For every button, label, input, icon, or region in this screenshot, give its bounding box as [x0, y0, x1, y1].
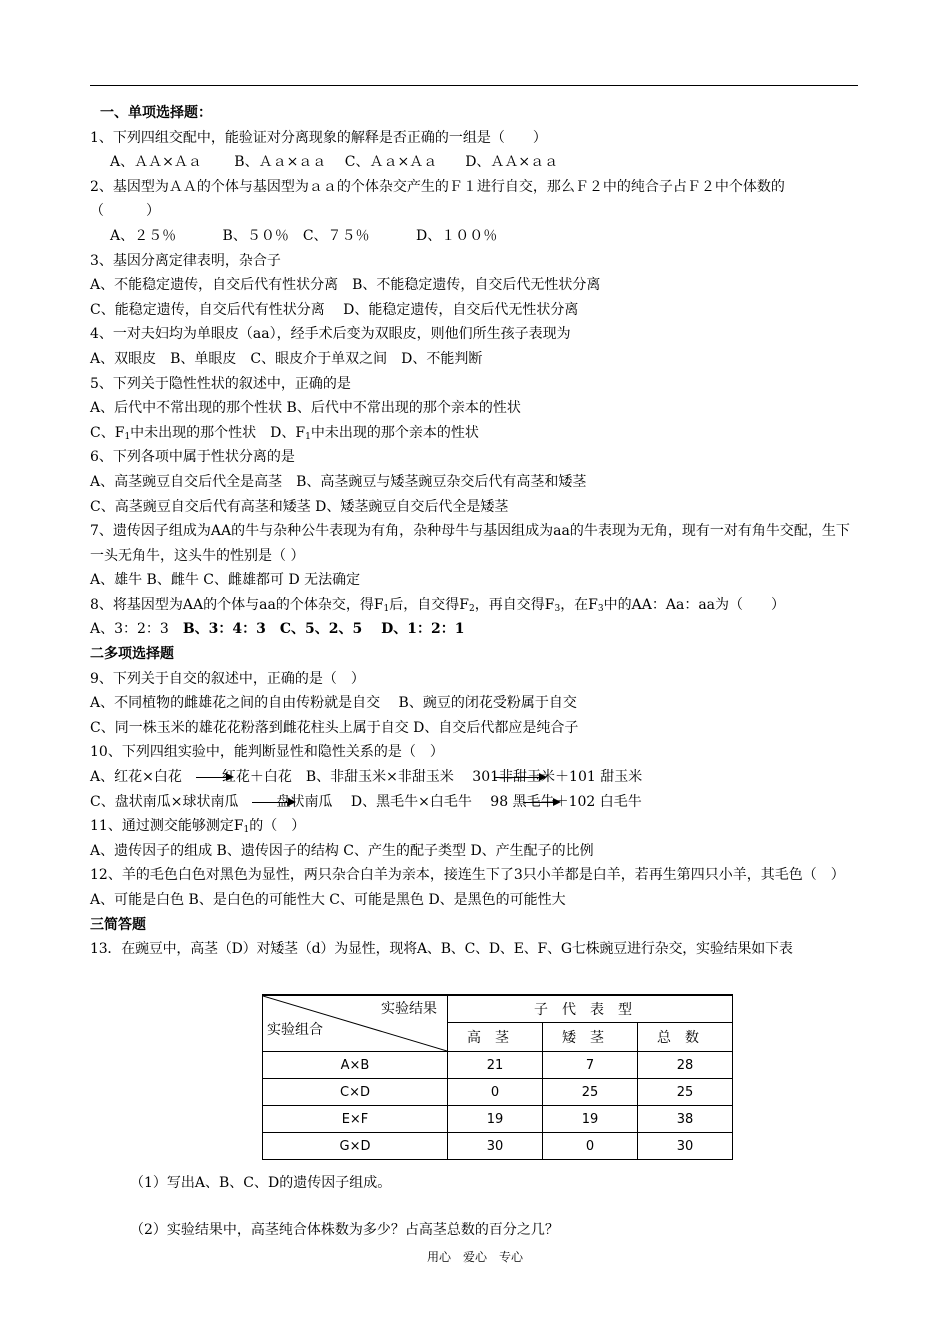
row-label: C×D: [263, 1079, 448, 1106]
text: A、3：2：3: [90, 621, 183, 638]
table-row: [263, 1133, 733, 1160]
text: C、F: [90, 424, 125, 441]
text: 后，自交得F: [389, 596, 469, 613]
q4-options: A、双眼皮 B、单眼皮 C、眼皮介于单双之间 D、不能判断: [90, 350, 483, 367]
q4-stem: 4、一对夫妇均为单眼皮（aa），经手术后变为双眼皮，则他们所生孩子表现为: [90, 326, 571, 343]
cell: 19: [448, 1106, 543, 1133]
text: 中未出现的那个性状 D、F: [130, 424, 306, 441]
page-footer: 用心 爱心 专心: [426, 1250, 523, 1264]
arrow-over-text: [527, 790, 555, 815]
q1-stem: 1、下列四组交配中，能验证对分离现象的解释是否正确的一组是（ ）: [90, 129, 547, 146]
text: 11、通过测交能够测定F: [90, 818, 244, 835]
text: 红花＋白花 B、非甜玉米×非甜玉米 301: [221, 769, 500, 786]
q9-options-2: C、同一株玉米的雄花花粉落到雌花柱头上属于自交 D、自交后代都应是纯合子: [90, 719, 579, 736]
arrow-head-icon: [539, 773, 547, 781]
text: A、红花×白花: [90, 769, 196, 786]
text: 毛牛: [526, 793, 555, 810]
cell: 28: [638, 1052, 733, 1079]
q3-stem: 3、基因分离定律表明，杂合子: [90, 252, 281, 269]
row-label: E×F: [263, 1106, 448, 1133]
cell: 7: [543, 1052, 638, 1079]
cell: 38: [638, 1106, 733, 1133]
text: ，在F: [560, 596, 598, 613]
q9-stem: 9、下列关于自交的叙述中，正确的是（ ）: [90, 670, 365, 687]
top-rule: [90, 85, 858, 86]
corner-bottom-label: 实验组合: [267, 1022, 323, 1038]
cell: 21: [448, 1052, 543, 1079]
q12-stem: 12、羊的毛色白色对黑色为显性，两只杂合白羊为亲本，接连生下了3只小羊都是白羊，若再生第四只小羊，其毛色（ ）: [90, 867, 845, 884]
group-header: 子代表型: [448, 995, 733, 1023]
cell: 25: [543, 1079, 638, 1106]
q13-stem: 13．在豌豆中，高茎（D）对矮茎（d）为显性，现将A、B、C、D、E、F、G七株豌豆进行杂交，实验结果如下表: [90, 941, 793, 958]
row-label: G×D: [263, 1133, 448, 1160]
q5-options-1: A、后代中不常出现的那个性状 B、后代中不常出现的那个亲本的性状: [90, 400, 521, 417]
col-header: 总数: [638, 1023, 733, 1052]
q1-options: A、ＡＡ×Ａａ B、Ａａ×ａａ C、Ａａ×Ａａ D、ＡＡ×ａａ: [110, 154, 559, 171]
q3-options-1: A、不能稳定遗传，自交后代有性状分离 B、不能稳定遗传，自交后代无性状分离: [90, 277, 601, 294]
cell: 0: [448, 1079, 543, 1106]
col-header: 高茎: [448, 1023, 543, 1052]
text: C、盘状南瓜×球状南瓜: [90, 793, 253, 810]
cell: 0: [543, 1133, 638, 1160]
results-table-grid: [262, 994, 733, 1160]
text-bold: B、3：4：3 C、5、2、5 D、1：2：1: [182, 621, 465, 638]
q10-options-1: [90, 765, 860, 790]
row-label: A×B: [263, 1052, 448, 1079]
table-row: [263, 1079, 733, 1106]
table-row: [263, 1106, 733, 1133]
text: 米＋101 甜玉米: [541, 769, 643, 786]
arrow-line: [495, 777, 545, 778]
section-heading-1: 一、单项选择题：: [100, 105, 212, 121]
q12-options: A、可能是白色 B、是白色的可能性大 C、可能是黑色 D、是黑色的可能性大: [90, 892, 566, 908]
text: 中未出现的那个亲本的性状: [310, 424, 479, 441]
text: 非甜玉: [499, 769, 542, 786]
cell: 30: [638, 1133, 733, 1160]
q9-options-1: A、不同植物的雌雄花之间的自由传粉就是自交 B、豌豆的闭花受粉属于自交: [90, 695, 577, 712]
text: ，再自交得F: [474, 596, 555, 613]
arrow-head-icon: [553, 798, 561, 806]
q6-options-2: C、高茎豌豆自交后代有高茎和矮茎 D、矮茎豌豆自交后代全是矮茎: [90, 498, 509, 515]
q11-stem: [90, 814, 860, 839]
text: 中的AA：Aa：aa为（ ）: [603, 596, 786, 613]
document-body: [90, 101, 860, 962]
corner-top-label: 实验结果: [381, 1001, 437, 1017]
subscript: 3: [597, 603, 604, 614]
q13-part-2: （2）实验结果中，高茎纯合体株数为多少？占高茎总数的百分之几？: [130, 1222, 559, 1238]
subscript: 1: [383, 603, 390, 614]
q8-stem: [90, 593, 860, 618]
q5-options-2: [90, 421, 860, 446]
subscript: 1: [124, 431, 131, 442]
q6-stem: 6、下列各项中属于性状分离的是: [90, 449, 295, 466]
table-corner-cell: [263, 995, 448, 1052]
q2-options: A、２５％ B、５０％ C、７５％ D、１００％: [110, 227, 498, 244]
subscript: 3: [554, 603, 561, 614]
text: ＋102 白毛牛: [554, 793, 642, 810]
arrow-icon: [196, 770, 234, 784]
q7-options: A、雄牛 B、雌牛 C、雌雄都可 D 无法确定: [90, 572, 361, 589]
cell: 19: [543, 1106, 638, 1133]
cell: 30: [448, 1133, 543, 1160]
section-heading-3: 三简答题: [90, 916, 146, 933]
table-row: [263, 1052, 733, 1079]
q3-options-2: C、能稳定遗传，自交后代有性状分离 D、能稳定遗传，自交后代无性状分离: [90, 301, 579, 318]
text: 盘状南瓜 D、黑毛牛×白毛牛 98 黑: [276, 793, 527, 810]
col-header: 矮茎: [543, 1023, 638, 1052]
subscript: 1: [305, 431, 311, 442]
q5-stem: 5、下列关于隐性性状的叙述中，正确的是: [90, 375, 351, 392]
subscript: 1: [243, 825, 250, 836]
q6-options-1: A、高茎豌豆自交后代全是高茎 B、高茎豌豆与矮茎豌豆杂交后代有高茎和矮茎: [90, 473, 587, 490]
q10-options-2: [90, 790, 860, 815]
q11-options: A、遗传因子的组成 B、遗传因子的结构 C、产生的配子类型 D、产生配子的比例: [90, 842, 594, 859]
cell: 25: [638, 1079, 733, 1106]
subscript: 2: [469, 603, 475, 614]
diagonal-header: [263, 996, 447, 1051]
arrow-icon: [252, 795, 296, 809]
q10-stem: 10、下列四组实验中，能判断显性和隐性关系的是（ ）: [90, 744, 444, 761]
section-heading-2: 二多项选择题: [90, 646, 174, 663]
results-table: [262, 994, 733, 1160]
table-header-row-1: [263, 995, 733, 1023]
q2-stem: 2、基因型为ＡＡ的个体与基因型为ａａ的个体杂交产生的Ｆ１进行自交，那么Ｆ２中的纯合子占Ｆ２中个体数的 （ ）: [90, 178, 855, 220]
text: 8、将基因型为AA的个体与aa的个体杂交，得F: [90, 596, 384, 613]
arrow-over-text: [499, 765, 541, 790]
q7-stem: 7、遗传因子组成为AA的牛与杂种公牛表现为有角，杂种母牛与基因组成为aa的牛表现为无角，现有一对有角牛交配，生下一头无角牛，这头牛的性别是（ ）: [90, 523, 850, 564]
q8-options: [90, 617, 860, 642]
text: 的（ ）: [249, 818, 306, 835]
q13-part-1: （1）写出A、B、C、D的遗传因子组成。: [130, 1175, 392, 1191]
